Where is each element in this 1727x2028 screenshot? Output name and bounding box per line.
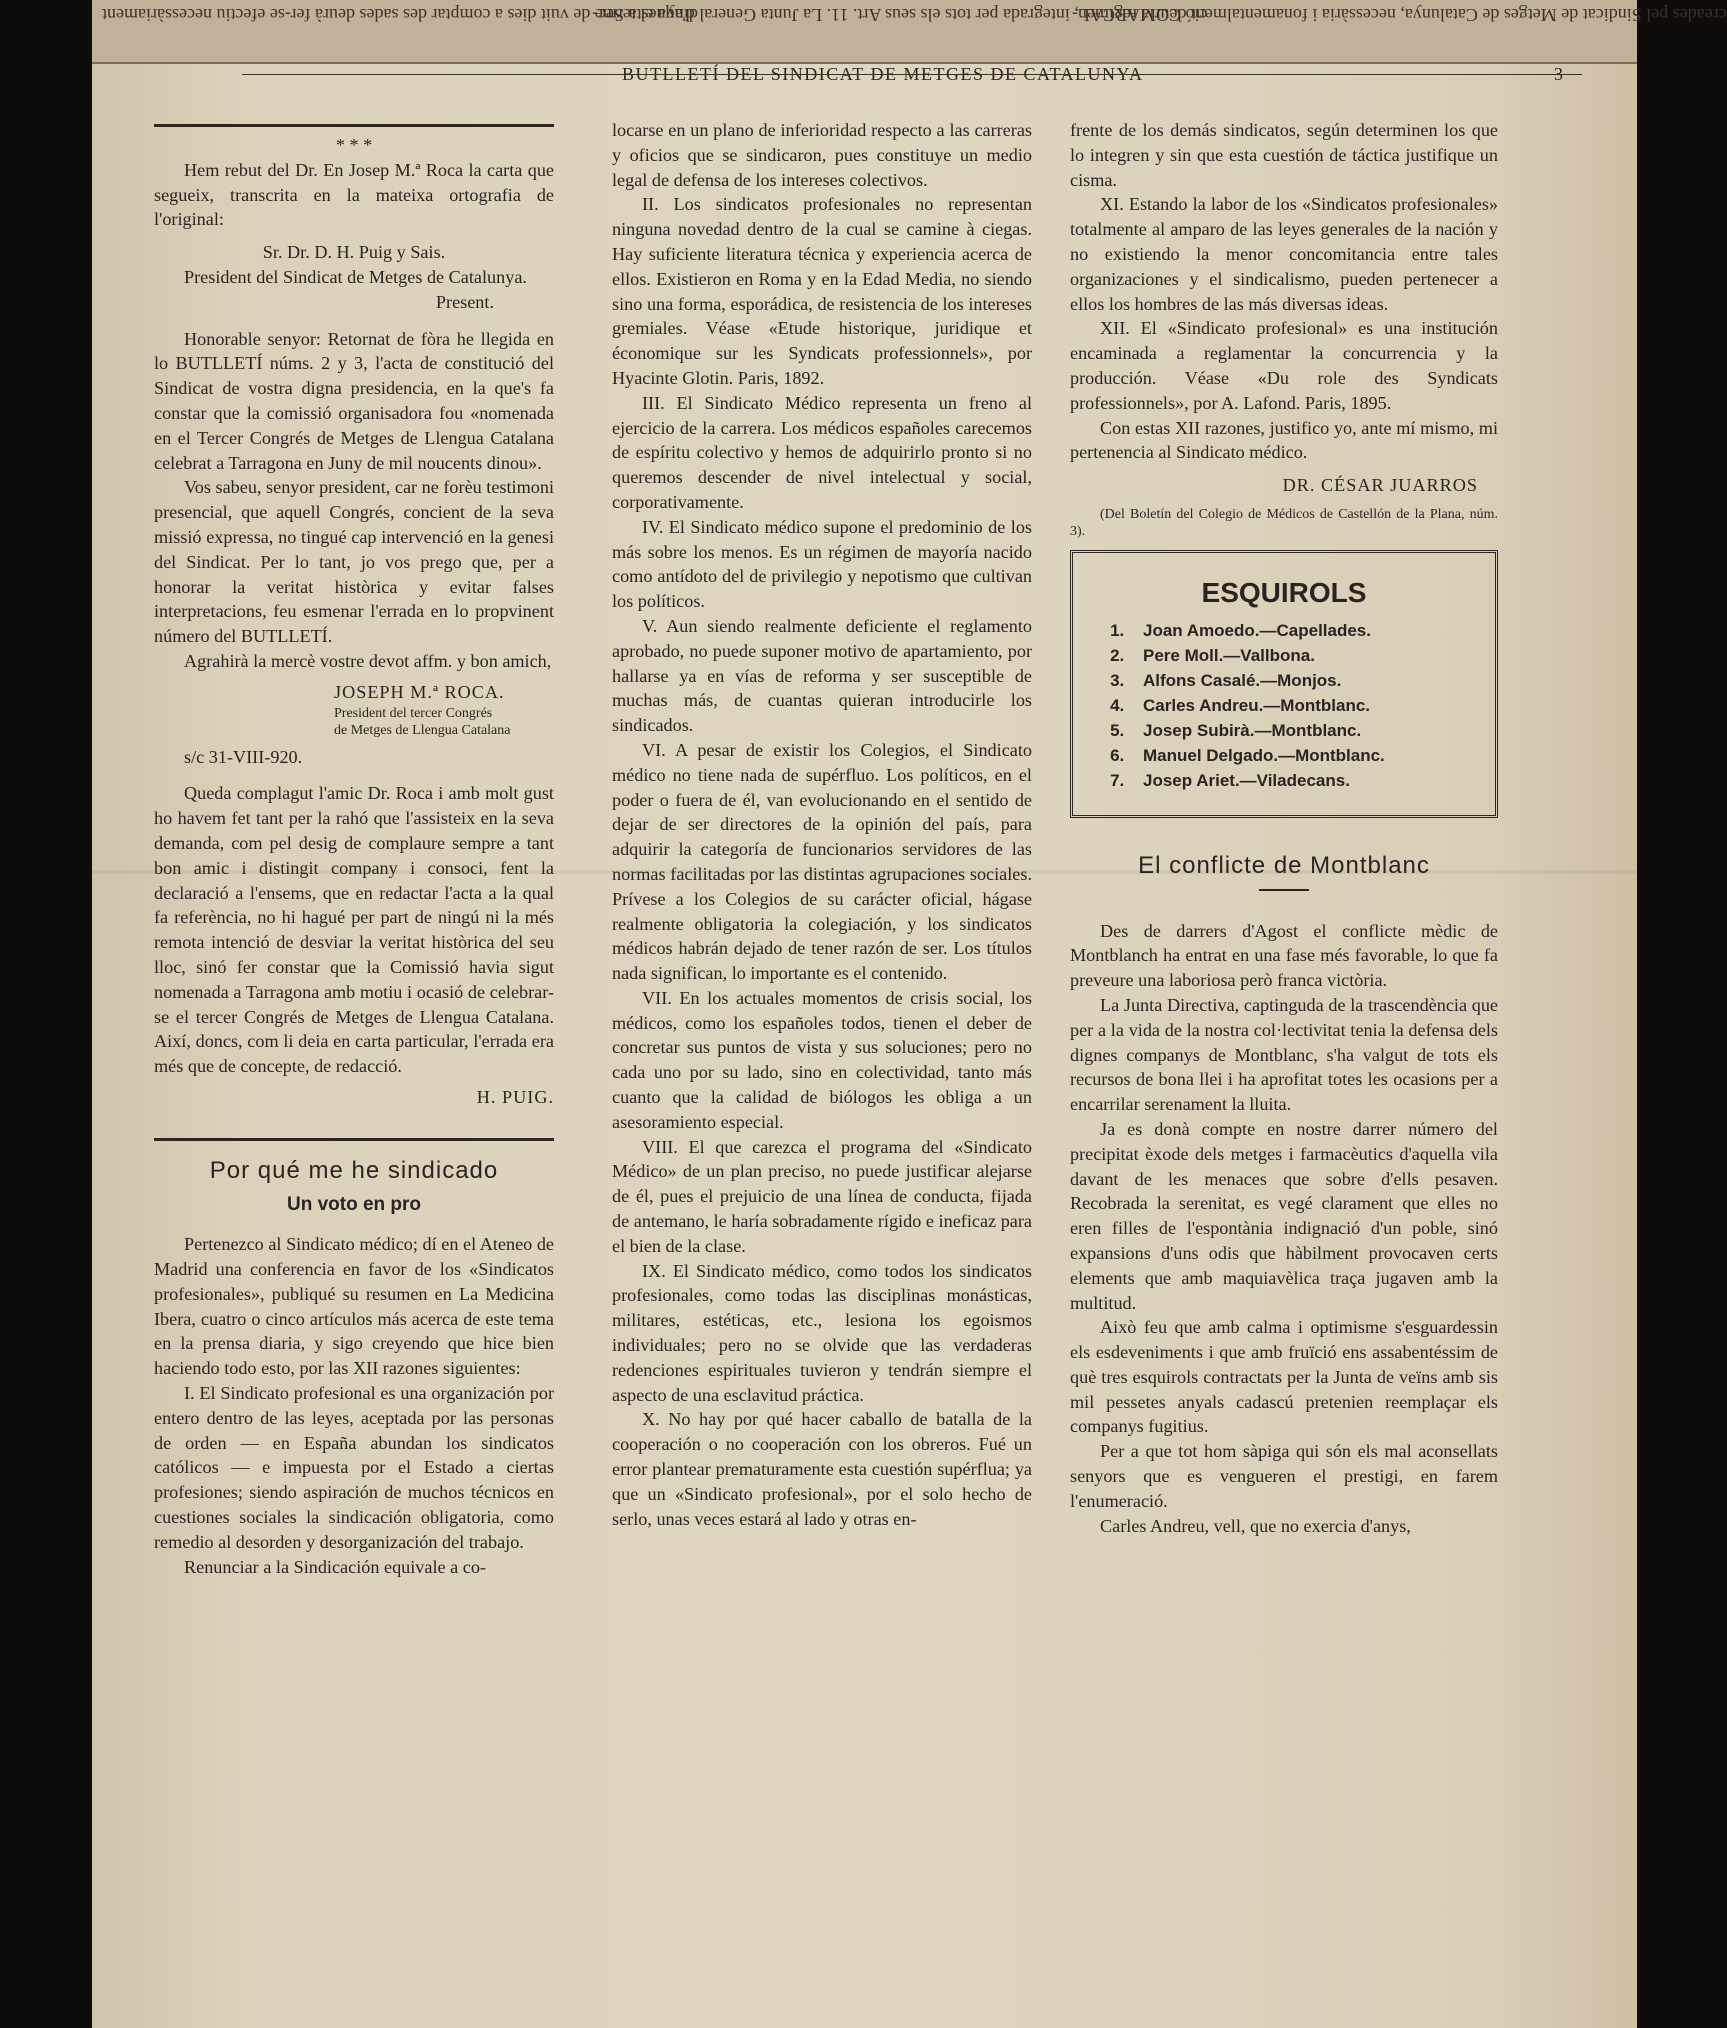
paragraph: Hem rebut del Dr. En Josep M.ª Roca la carta que segueix, transcrita en la mateixa ortografia de l'original: (154, 159, 554, 230)
source-note: (Del Boletín del Colegio de Médicos de Castellón de la Plana, núm. 3). (1070, 506, 1498, 539)
present-line: Present. (435, 291, 494, 312)
paragraph: Vos sabeu, senyor president, car ne forèu testimoni presencial, que aquell Congrés, concient de la seva missió expressa, no tingué cap intervenció en la genesi del Sindicat. Per lo tant, jo vos prego que, per a honorar la veritat històrica y evitar falses interpretacions, feu esmenar l'errada en lo propvinent número del BUTLLETÍ. (154, 477, 554, 647)
initials: H. PUIG. (476, 1086, 554, 1107)
column-3 (1070, 118, 1498, 1538)
running-title: BUTLLETÍ DEL SINDICAT DE METGES DE CATALUNYA (622, 64, 1144, 84)
paragraph: VIII. El que carezca el programa del «Sindicato Médico» de un plan preciso, no puede justificar alejarse de él, pues el prejuicio de una línea de conducta, fijada de antemano, le haría sobradamente rígido e ineficaz para el bien de la clase. (612, 1136, 1032, 1256)
bleed-through-strip (92, 0, 1727, 64)
paragraph: II. Los sindicatos profesionales no representan ninguna novedad dentro de la cual se camine à ciegas. Hay suficiente literatura técnica y experiencia acerca de ellos. Existieron en Roma y en la Edad Media, no siendo sino una forma, esporádica, de resistencia de los intereses gremiales. Véase «Etude historique, juridique et économique sur les Syndicats professionnels», por Hyacinte Glotin. Paris, 1892. (612, 194, 1032, 388)
paragraph: IV. El Sindicato médico supone el predominio de los más sobre los menos. Es un régimen de mayoría nacido como antídoto del de privilegio y nepotismo que cultivan los políticos. (612, 516, 1032, 612)
asterism: * * * (335, 135, 373, 155)
signature-title: de Metges de Llengua Catalana (334, 722, 511, 738)
letter-date: s/c 31-VIII-920. (184, 746, 303, 767)
newspaper-page (92, 0, 1727, 2028)
list-item: 1. Joan Amoedo.—Capellades. (1129, 618, 1467, 643)
bleed-text-2: ció COMARCAL, integrada per tots els seus Art. 11. La Junta General d'aquesta Sec- (592, 5, 1208, 25)
paragraph: VI. A pesar de existir los Colegios, el Sindicato médico no tiene nada de supérfluo. Los políticos, en el poder o fuera de él, van evolucionando en el sentido de dejar de ser directores de la opinión del país, para adquirir la categoría de funcionarios servidores de las normas facilitadas por las distintas agrupaciones sociales. Prívese a los Colegios de su carácter oficial, hágase realmente obligatoria la colegiación, y los sindicatos médicos habrán dejado de tener razón de ser. Los títulos nada significan, lo importante es el contenido. (612, 739, 1032, 984)
author: DR. CÉSAR JUARROS (1282, 475, 1478, 496)
paragraph: VII. En los actuales momentos de crisis social, los médicos, como los españoles todos, tienen el deber de concretar sus puntos de vista y sus soluciones; pero no cada uno por su lado, sino en colectividad, tanto más cuanto que la calidad de biólogos les obliga a un asesoramiento especial. (612, 987, 1032, 1132)
list-item: 5. Josep Subirà.—Montblanc. (1129, 718, 1467, 743)
paragraph: Ja es donà compte en nostre darrer número del precipitat èxode dels metges i farmacèutics d'aquella vila davant de les menaces que sobre d'ells pesaven. Recobrada la serenitat, es vegé clarament que elles no eren filles de l'espontània indignació d'un poble, sinó expansions d'uns odis que hàbilment provocaven certs elements que amb maquiavèlica traça jugaven amb la multitud. (1070, 1118, 1498, 1313)
paragraph: locarse en un plano de inferioridad respecto a las carreras y oficios que se sindicaron, pues constituye un medio legal de defensa de los intereses colectivos. (612, 120, 1032, 190)
list-item: 7. Josep Ariet.—Viladecans. (1129, 768, 1467, 793)
bleed-text-3: dinya el terme de vuit dies a comptar des sades deurà fer-se efectiu necessàriament (102, 5, 698, 25)
paragraph: Con estas XII razones, justifico yo, ante mí mismo, mi pertenencia al Sindicato médico. (1070, 417, 1498, 463)
paragraph: Per a que tot hom sàpiga qui són els mal aconsellats senyors que es vengueren el prestigi, en farem l'enumeració. (1070, 1441, 1498, 1511)
page-number: 3 (1554, 64, 1563, 84)
paragraph: XII. El «Sindicato profesional» es una institución encaminada a reglamentar la concurrencia y la producción. Véase «Du role des Syndicats professionnels», por A. Lafond. Paris, 1895. (1070, 318, 1498, 413)
column-1 (154, 118, 554, 1579)
list-item: 6. Manuel Delgado.—Montblanc. (1129, 743, 1467, 768)
address-line: President del Sindicat de Metges de Catalunya. (184, 266, 527, 287)
paragraph: X. No hay por qué hacer caballo de batalla de la cooperación o no cooperación con los obreros. Fué un error plantear prematuramente esta cuestión supérflua; ya que un «Sindicato profesional», por el solo hecho de serlo, unas veces estará al lado y otras en- (612, 1409, 1032, 1529)
paragraph: I. El Sindicato profesional es una organización por entero dentro de las leyes, aceptada por las personas de orden — en España abundan los sindicatos católicos — e impuesta por el Estado a ciertas profesiones; siendo aspiración de muchos técnicos en cuestiones sociales la sindicación obligatoria, como remedio al desorden y desorganización del trabajo. (154, 1383, 554, 1552)
list-item: 3. Alfons Casalé.—Monjos. (1129, 668, 1467, 693)
bleed-text-1: creades pel Sindicat de Metges de Catalunya, necessària i fonamentalment deuria regimen- (1072, 5, 1727, 25)
paragraph: Honorable senyor: Retornat de fòra he llegida en lo BUTLLETÍ núms. 2 y 3, l'acta de constitució del Sindicat de vostra digna presidencia, en la que's fa constar que la comissió organisadora fou «nomenada en el Tercer Congrés de Metges de Llengua Catalana celebrat a Tarragona en Juny de mil noucents dinou». (154, 328, 554, 473)
paragraph: Queda complagut l'amic Dr. Roca i amb molt gust ho havem fet tant per la rahó que l'assisteix en la seva demanda, com pel desig de complaure sempre a tant bon amic i distingit company i consoci, fent la declaració a l'ensems, que en redactar l'acta a la qual fa referència, no hi hagué per part de ningú ni la més remota intenció de desviar la veritat històrica del seu lloc, sinó fer constar que la Comissió havia sigut nomenada a Tarragona amb motiu i ocasió de celebrar-se el tercer Congrés de Metges de Llengua Catalana. Així, doncs, com li deia en carta particular, l'errada era més que de concepte, de redacció. (154, 783, 554, 1077)
list-item: 2. Pere Moll.—Vallbona. (1129, 643, 1467, 668)
paragraph: Renunciar a la Sindicación equivale a co- (184, 1556, 486, 1577)
paragraph: V. Aun siendo realmente deficiente el reglamento aprobado, no puede suponer motivo de apartamiento, por hallarse ya en vías de reforma y ser susceptible de muchas más, de cuantas quieran introducirle los sindicados. (612, 615, 1032, 736)
paragraph: Pertenezco al Sindicato médico; dí en el Ateneo de Madrid una conferencia en favor de los «Sindicatos profesionales», publiqué su resumen en La Medicina Ibera, cuatro o cinco artículos más acerca de este tema en la prensa diaria, y sigo creyendo que hice bien haciendo todo esto, por las XII razones siguientes: (154, 1234, 554, 1379)
signature-title: President del tercer Congrés (334, 705, 493, 721)
signature-name: JOSEPH M.ª ROCA. (334, 681, 505, 702)
esquirols-box (1070, 550, 1498, 818)
paragraph: XI. Estando la labor de los «Sindicatos profesionales» totalmente al amparo de las leyes generales de la nación y no existiendo la menor concomitancia entre tales organizaciones y el sindicalismo, pueden pertenecer a ellos los hombres de las más diversas ideas. (1070, 194, 1498, 314)
paragraph: Carles Andreu, vell, que no exercia d'anys, (1100, 1515, 1411, 1536)
title-rule (1259, 889, 1309, 891)
paragraph: Això feu que amb calma i optimisme s'esguardessin els esdeveniments i que amb fruïció ens assabentéssim de què tres esquirols contractats per la Junta de veïns amb sis mil pessetes anyals cadascú pretenien reemplaçar els companys fugitius. (1070, 1317, 1498, 1437)
paragraph: III. El Sindicato Médico representa un freno al ejercicio de la carrera. Los médicos españoles carecemos de espíritu colectivo y hemos de adquirirlo pronto si no queremos descender de nivel intelectual y social, corporativamente. (612, 392, 1032, 512)
address-line: Sr. Dr. D. H. Puig y Sais. (262, 242, 446, 263)
paragraph: IX. El Sindicato médico, como todos los sindicatos profesionales, como todas las disciplinas monásticas, militares, estéticas, etc., lesiona los egoismos individuales; pero no se olvide que las verdaderas redenciones espirituales tuvieron y tendrán siempre el aspecto de una esclavitud práctica. (612, 1260, 1032, 1405)
column-2 (612, 118, 1032, 1531)
box-title: ESQUIROLS (1201, 576, 1367, 608)
header-rule (242, 74, 1582, 75)
article-title: El conflicte de Montblanc (1138, 851, 1430, 879)
paragraph: La Junta Directiva, captinguda de la trascendència que per a la vida de la nostra col·lectivitat tenia la defensa dels dignes companys de Montblanc, s'ha valgut de tots els recursos de bona llei i ha aprofitat totes les ocasions per a encarrilar serenament la lluita. (1070, 994, 1498, 1115)
paragraph: Agrahirà la mercè vostre devot affm. y bon amich, (184, 650, 552, 671)
article-subtitle: Un voto en pro (286, 1194, 422, 1216)
paragraph: Des de darrers d'Agost el conflicte mèdic de Montblanch ha entrat en una fase més favorable, lo que fa preveure una laboriosa però franca victòria. (1070, 920, 1498, 991)
section-rule (154, 1138, 554, 1141)
esquirols-list (1101, 618, 1467, 793)
top-rule (154, 124, 554, 127)
paragraph: frente de los demás sindicatos, según determinen los que lo integren y sin que esta cuestión de táctica justifique un cisma. (1070, 120, 1498, 190)
list-item: 4. Carles Andreu.—Montblanc. (1129, 693, 1467, 718)
article-title: Por qué me he sindicado (209, 1156, 499, 1184)
